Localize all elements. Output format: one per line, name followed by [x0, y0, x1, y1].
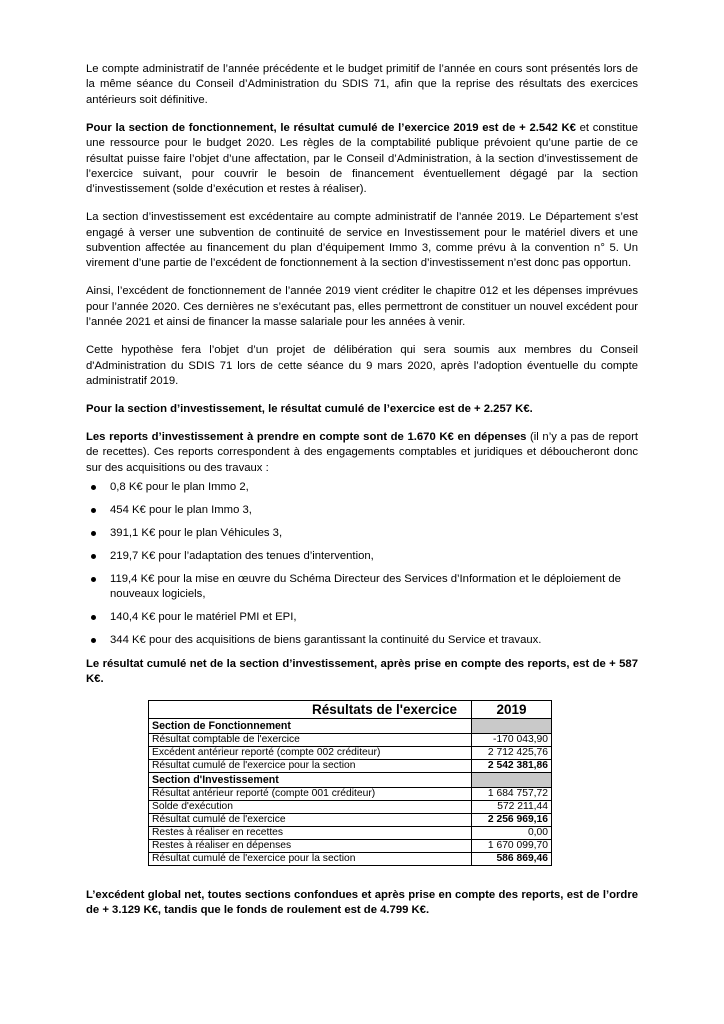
table-section-row	[149, 773, 552, 788]
table-header-row	[149, 701, 552, 719]
row-value: 1 670 099,70	[472, 840, 552, 853]
table-row	[149, 747, 552, 760]
paragraph-fonctionnement-text: et constitue une ressource pour le budget 2020. Les règles de la comptabilité publique prévoient qu’une partie de ce résultat puisse faire l’objet d’une affectation, par le Conseil d’Administration, à la section d’investissement de l’exercice suivant, pour couvrir le besoin de financement éventuellement dégagé par la section d’investissement (solde d’exécution et restes à réaliser).	[86, 121, 638, 196]
row-label: Résultat cumulé de l'exercice pour la section	[149, 760, 472, 773]
table-section-row	[149, 719, 552, 734]
paragraph-investissement: La section d’investissement est excédentaire au compte administratif de l’année 2019. Le Département s’est engagé à verser une subvention de continuité de service en Investissement pour le matériel divers et une subvention affectée au financement du plan d’équipement Immo 3, comme prévu à la convention n° 5. Un virement d’une partie de l’excédent de fonctionnement à la section d’investissement n’est donc pas opportun.	[86, 211, 638, 270]
paragraph-excedent-global	[86, 888, 638, 919]
paragraph-reports-text: (il n’y a pas de report de recettes). Ces reports correspondent à des engagements comptables et juridiques et déboucheront donc sur des acquisitions ou des travaux :	[86, 430, 638, 474]
row-label: Restes à réaliser en recettes	[149, 827, 472, 840]
table-row	[149, 801, 552, 814]
reports-list	[86, 480, 638, 649]
list-item	[86, 480, 638, 495]
list-item-text: 454 K€ pour le plan Immo 3,	[110, 503, 252, 516]
table-row	[149, 734, 552, 747]
bullet-icon	[91, 615, 96, 620]
paragraph-excedent-global-bold: L’excédent global net, toutes sections confondues et après prise en compte des reports, est de l’ordre de + 3.129 K€, tandis que le fonds de roulement est de 4.799 K€.	[86, 889, 638, 917]
paragraph-intro: Le compte administratif de l’année précédente et le budget primitif de l’année en cours sont présentés lors de la même séance du Conseil d’Administration du SDIS 71, afin que la reprise des résultats des exercices antérieurs soit définitive.	[86, 63, 638, 106]
table-header-label: Résultats de l'exercice	[149, 701, 472, 719]
paragraph-hypothese: Cette hypothèse fera l’objet d’un projet de délibération qui sera soumis aux membres du Conseil d'Administration du SDIS 71 lors de cette séance du 9 mars 2020, après l’adoption éventuelle du compte administratif 2019.	[86, 344, 638, 387]
table-row	[149, 788, 552, 801]
bullet-icon	[91, 577, 96, 582]
bullet-icon	[91, 531, 96, 536]
document-body	[86, 62, 638, 931]
paragraph-reports-bold: Les reports d’investissement à prendre en compte sont de 1.670 K€ en dépenses	[86, 430, 527, 443]
paragraph-resultat-invest-bold: Pour la section d’investissement, le résultat cumulé de l’exercice est de + 2.257 K€.	[86, 402, 533, 415]
section-investissement-title: Section d'Investissement	[149, 773, 472, 788]
section-shade-cell	[472, 773, 552, 788]
paragraph-resultat-invest	[86, 402, 638, 417]
list-item	[86, 572, 638, 603]
table-row	[149, 760, 552, 773]
list-item	[86, 633, 638, 648]
bullet-icon	[91, 638, 96, 643]
table-row	[149, 814, 552, 827]
row-label: Solde d'exécution	[149, 801, 472, 814]
row-value: 586 869,46	[472, 853, 552, 866]
row-label: Restes à réaliser en dépenses	[149, 840, 472, 853]
row-value: 2 542 381,86	[472, 760, 552, 773]
table-row	[149, 840, 552, 853]
list-item-text: 391,1 K€ pour le plan Véhicules 3,	[110, 526, 283, 539]
row-value: 0,00	[472, 827, 552, 840]
paragraph-excedent: Ainsi, l’excédent de fonctionnement de l’année 2019 vient créditer le chapitre 012 et les dépenses imprévues pour l’année 2020. Ces dernières ne s’exécutant pas, elles permettront de constituer un nouvel excédent pour l’année 2021 et ainsi de financer la masse salariale pour les années à venir.	[86, 285, 638, 329]
bullet-icon	[91, 554, 96, 559]
paragraph-net-invest-bold: Le résultat cumulé net de la section d’investissement, après prise en compte des reports, est de + 587 K€.	[86, 657, 638, 686]
paragraph-reports	[86, 430, 638, 476]
row-value: 2 256 969,16	[472, 814, 552, 827]
row-label: Résultat comptable de l'exercice	[149, 734, 472, 747]
table-row	[149, 827, 552, 840]
row-value: 1 684 757,72	[472, 788, 552, 801]
table-header-year: 2019	[472, 701, 552, 719]
section-fonctionnement-title: Section de Fonctionnement	[149, 719, 472, 734]
list-item-text: 119,4 K€ pour la mise en œuvre du Schéma Directeur des Services d’Information et le déploiement de nouveaux logiciels,	[110, 572, 621, 601]
row-label: Excédent antérieur reporté (compte 002 créditeur)	[149, 747, 472, 760]
table-row	[149, 853, 552, 866]
results-table-wrapper	[148, 700, 638, 866]
list-item	[86, 549, 638, 564]
list-item-text: 0,8 K€ pour le plan Immo 2,	[110, 480, 249, 493]
paragraph-fonctionnement-bold: Pour la section de fonctionnement, le résultat cumulé de l’exercice 2019 est de + 2.542 K€	[86, 121, 576, 134]
list-item	[86, 503, 638, 518]
list-item	[86, 610, 638, 625]
results-table	[148, 700, 552, 866]
row-label: Résultat cumulé de l'exercice pour la section	[149, 853, 472, 866]
list-item-text: 219,7 K€ pour l’adaptation des tenues d’intervention,	[110, 549, 374, 562]
row-value: 572 211,44	[472, 801, 552, 814]
list-item-text: 140,4 K€ pour le matériel PMI et EPI,	[110, 611, 297, 624]
list-item	[86, 526, 638, 541]
section-shade-cell	[472, 719, 552, 734]
row-label: Résultat cumulé de l'exercice	[149, 814, 472, 827]
paragraph-fonctionnement	[86, 121, 638, 198]
row-label: Résultat antérieur reporté (compte 001 créditeur)	[149, 788, 472, 801]
bullet-icon	[91, 485, 96, 490]
bullet-icon	[91, 508, 96, 513]
paragraph-net-invest	[86, 657, 638, 688]
list-item-text: 344 K€ pour des acquisitions de biens garantissant la continuité du Service et travaux.	[110, 634, 542, 647]
row-value: 2 712 425,76	[472, 747, 552, 760]
row-value: -170 043,90	[472, 734, 552, 747]
